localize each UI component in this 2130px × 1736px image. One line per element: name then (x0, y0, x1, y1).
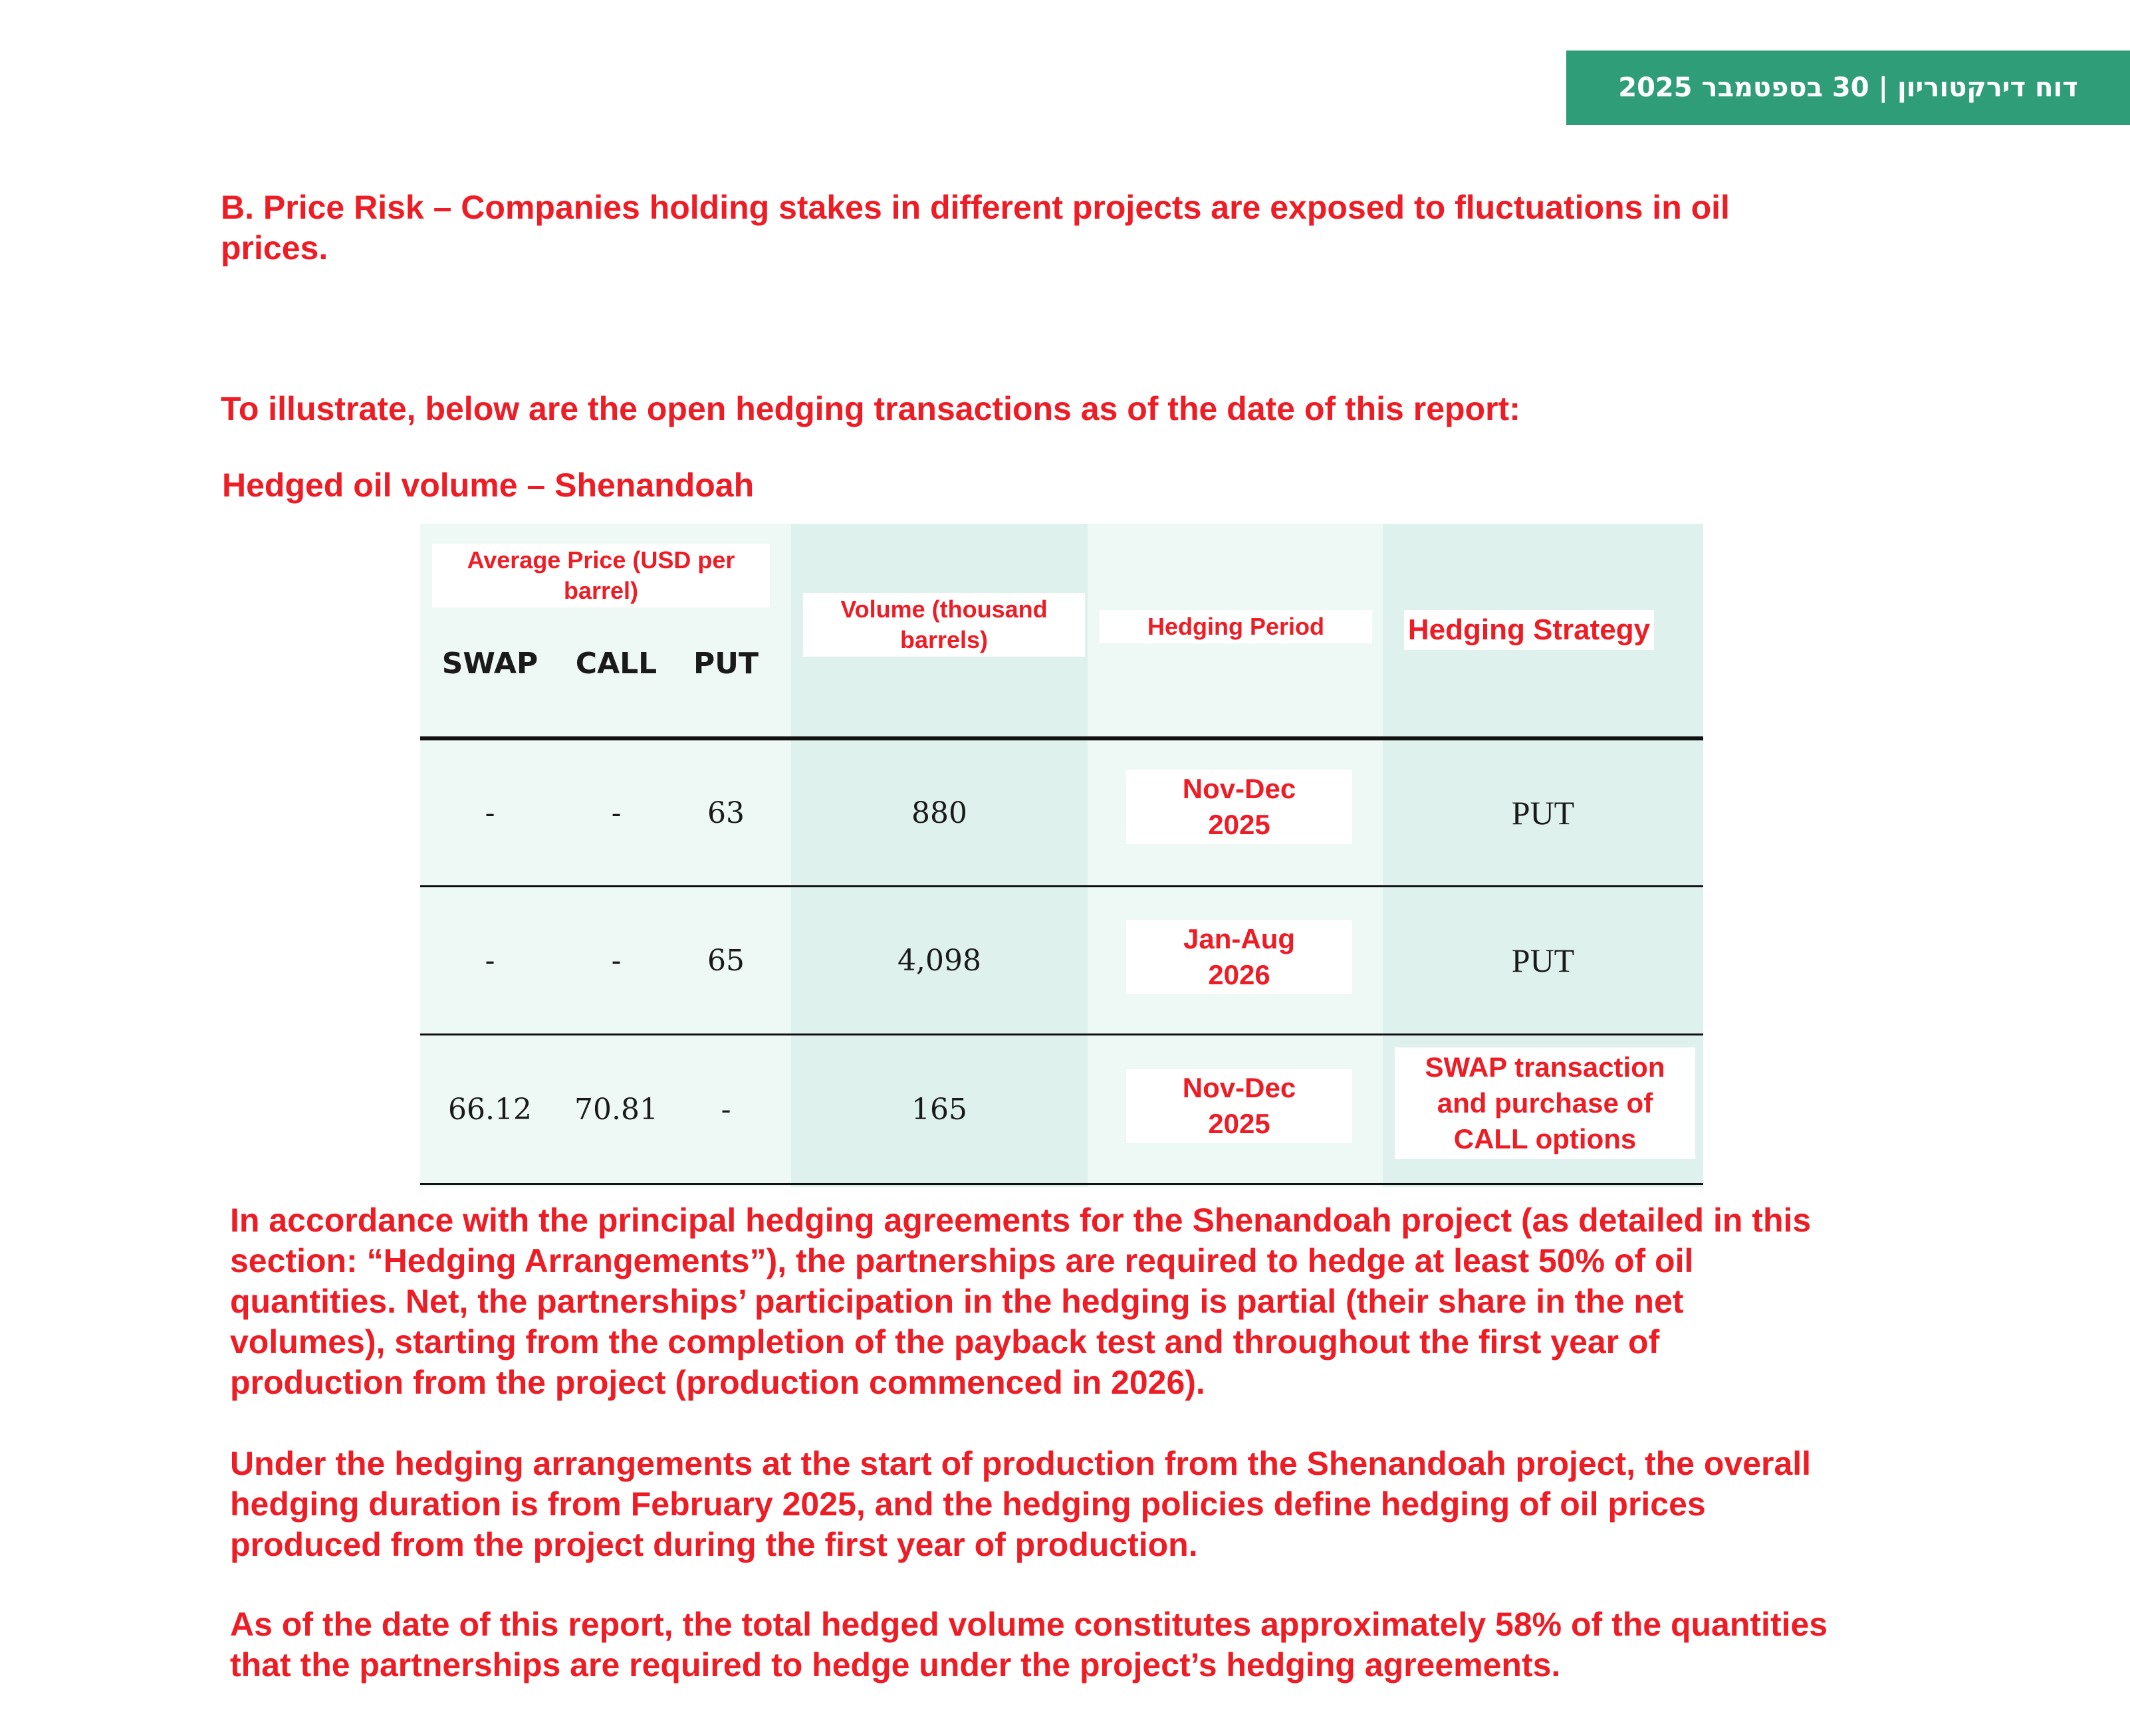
header-average-price (432, 544, 770, 607)
intro-line: To illustrate, below are the open hedging transactions as of the date of this report: (221, 390, 1520, 427)
subheader-swap-cell (420, 637, 560, 690)
row2-strategy: PUT (1511, 942, 1575, 979)
paragraph-hedging-agreements: In accordance with the principal hedging agreements for the Shenandoah project (as detailed in this section: “Hedging Arrangements”), the partnerships are required to hedge at least 50% of oil quantities. Net, the partnerships’ participation in the hedging is partial (their share in the net volumes), starting from the completion of the payback test and throughout the first year of production from the project (production commenced in 2026). (230, 1202, 1812, 1401)
report-header-banner (1566, 51, 2130, 125)
report-header-title: דוח דירקטוריון | 30 בספטמבר 2025 (1618, 72, 2078, 103)
paragraph-hedging-arrangements: Under the hedging arrangements at the start of production from the Shenandoah project, the overall hedging duration is from February 2025, and the hedging policies define hedging of oil prices produced from the project during the first year of production. (230, 1445, 1812, 1563)
row3-put: - (721, 1092, 731, 1127)
row2-period (1126, 920, 1352, 994)
header-volume-label: Volume (thousand barrels) (840, 596, 1048, 653)
row3-strategy (1395, 1047, 1695, 1159)
row2-put: 65 (707, 943, 745, 978)
row3-call: 70.81 (574, 1092, 658, 1127)
row2-swap: - (485, 943, 495, 978)
bottom-rule (420, 1183, 1703, 1185)
subheader-call: CALL (575, 646, 657, 681)
subheader-call-cell (560, 637, 673, 690)
header-average-price-label: Average Price (USD per barrel) (467, 546, 735, 604)
row2-period-label: Jan-Aug 2026 (1183, 923, 1295, 990)
row1-period (1126, 770, 1352, 844)
row1-strategy: PUT (1511, 794, 1575, 831)
row2-volume: 4,098 (897, 943, 981, 978)
header-hedging-strategy-label: Hedging Strategy (1407, 613, 1651, 646)
subheader-swap: SWAP (441, 646, 538, 681)
row1-swap: - (485, 796, 495, 830)
paragraph-hedged-volume: As of the date of this report, the total hedged volume constitutes approximately 58% of the quantities that the partnerships are required to hedge under the project’s hedging agreements. (230, 1606, 1828, 1683)
header-hedging-strategy (1404, 610, 1654, 650)
row3-period (1126, 1069, 1352, 1143)
header-hedging-period (1100, 610, 1372, 643)
subheader-put: PUT (693, 646, 759, 681)
row1-period-label: Nov-Dec 2025 (1182, 773, 1296, 840)
row3-period-label: Nov-Dec 2025 (1182, 1072, 1296, 1139)
header-hedging-period-label: Hedging Period (1147, 613, 1324, 640)
hedging-table (420, 524, 1703, 1187)
header-volume (803, 593, 1085, 657)
row1-call: - (611, 796, 622, 830)
table-caption: Hedged oil volume – Shenandoah (222, 467, 755, 504)
section-title: B. Price Risk – Companies holding stakes in different projects are exposed to fluctuations in oil prices. (221, 189, 1730, 267)
row3-strategy-label: SWAP transaction and purchase of CALL options (1425, 1051, 1665, 1154)
row1-put: 63 (707, 796, 745, 830)
row3-swap: 66.12 (448, 1092, 532, 1127)
row3-volume: 165 (911, 1092, 967, 1127)
row2-call: - (611, 943, 622, 978)
subheader-put-cell (673, 637, 779, 690)
row1-volume: 880 (911, 796, 967, 830)
